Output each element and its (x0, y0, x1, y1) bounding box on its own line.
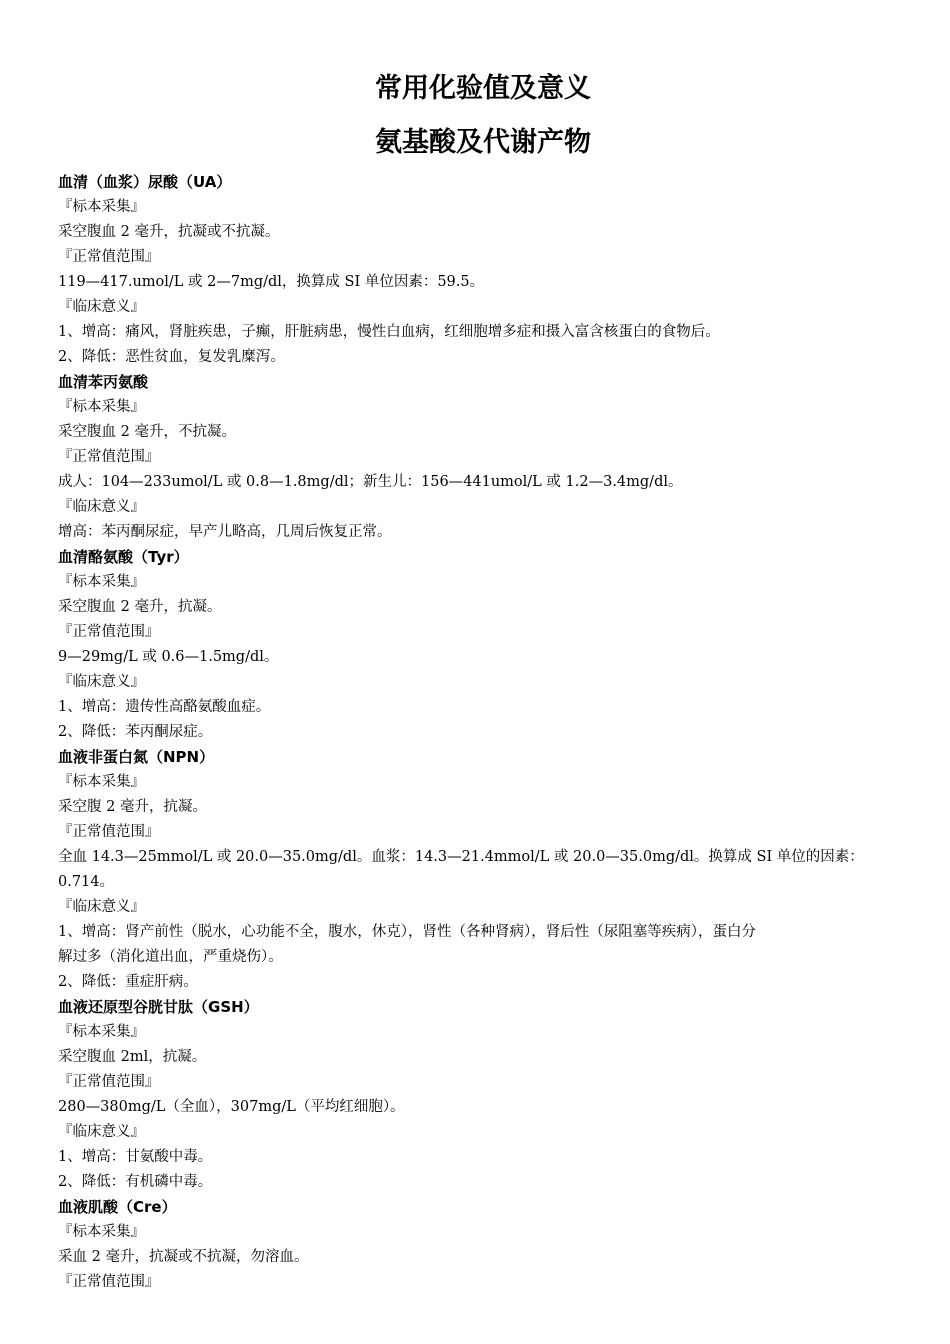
section (58, 370, 908, 545)
sections-container (58, 170, 908, 1295)
specimen-collection-label: 『标本采集』 (58, 1224, 145, 1240)
section-heading: 血液非蛋白氮（NPN） (58, 748, 215, 766)
body-text-line: 1、增高：肾产前性（脱水，心功能不全，腹水，休克），肾性（各种肾病），肾后性（尿阻塞等疾病），蛋白分 (58, 924, 756, 940)
body-text-line: 2、降低：有机磷中毒。 (58, 1174, 213, 1190)
specimen-collection-label: 『标本采集』 (58, 574, 145, 590)
body-text-line: 1、增高：甘氨酸中毒。 (58, 1149, 213, 1165)
specimen-collection-label: 『标本采集』 (58, 774, 145, 790)
body-text-line: 280—380mg/L（全血），307mg/L（平均红细胞）。 (58, 1099, 405, 1115)
section (58, 170, 908, 370)
body-text-line: 采空腹血 2 毫升，不抗凝。 (58, 424, 236, 440)
section (58, 1195, 908, 1295)
body-text-line: 采血 2 毫升，抗凝或不抗凝，勿溶血。 (58, 1249, 309, 1265)
section (58, 745, 908, 995)
body-text-line: 解过多（消化道出血，严重烧伤）。 (58, 949, 283, 965)
document-page (58, 62, 908, 1295)
section-heading: 血清苯丙氨酸 (58, 373, 149, 391)
clinical-significance-label: 『临床意义』 (58, 499, 145, 515)
body-text-line: 全血 14.3—25mmol/L 或 20.0—35.0mg/dl。血浆：14.3—21.4mmol/L 或 20.0—35.0mg/dl。换算成 SI 单位的因素： (58, 849, 864, 865)
body-text-line: 采空腹血 2ml，抗凝。 (58, 1049, 207, 1065)
body-text-line: 2、降低：恶性贫血，复发乳糜泻。 (58, 349, 285, 365)
body-text-line: 2、降低：苯丙酮尿症。 (58, 724, 213, 740)
normal-range-label: 『正常值范围』 (58, 1274, 160, 1290)
section (58, 545, 908, 745)
specimen-collection-label: 『标本采集』 (58, 399, 145, 415)
clinical-significance-label: 『临床意义』 (58, 299, 145, 315)
body-text-line: 1、增高：痛风，肾脏疾患，子癫，肝脏病患，慢性白血病，红细胞增多症和摄入富含核蛋白的食物后。 (58, 324, 720, 340)
clinical-significance-label: 『临床意义』 (58, 1124, 145, 1140)
document-title: 常用化验值及意义 (375, 73, 591, 104)
normal-range-label: 『正常值范围』 (58, 449, 160, 465)
normal-range-label: 『正常值范围』 (58, 624, 160, 640)
section (58, 995, 908, 1195)
clinical-significance-label: 『临床意义』 (58, 899, 145, 915)
specimen-collection-label: 『标本采集』 (58, 1024, 145, 1040)
section-heading: 血清（血浆）尿酸（UA） (58, 173, 232, 191)
document-subtitle: 氨基酸及代谢产物 (375, 127, 591, 158)
clinical-significance-label: 『临床意义』 (58, 674, 145, 690)
section-heading: 血清酪氨酸（Tyr） (58, 548, 189, 566)
body-text-line: 成人：104—233umol/L 或 0.8—1.8mg/dl；新生儿：156—441umol/L 或 1.2—3.4mg/dl。 (58, 474, 683, 490)
normal-range-label: 『正常值范围』 (58, 249, 160, 265)
body-text-line: 采空腹血 2 毫升，抗凝或不抗凝。 (58, 224, 280, 240)
body-text-line: 1、增高：遗传性高酪氨酸血症。 (58, 699, 271, 715)
body-text-line: 119—417.umol/L 或 2—7mg/dl，换算成 SI 单位因素：59.5。 (58, 274, 485, 290)
normal-range-label: 『正常值范围』 (58, 1074, 160, 1090)
body-text-line: 9—29mg/L 或 0.6—1.5mg/dl。 (58, 649, 279, 665)
section-heading: 血液肌酸（Cre） (58, 1198, 177, 1216)
body-text-line: 采空腹 2 毫升，抗凝。 (58, 799, 207, 815)
normal-range-label: 『正常值范围』 (58, 824, 160, 840)
body-text-line: 0.714。 (58, 874, 115, 890)
body-text-line: 增高：苯丙酮尿症，早产儿略高，几周后恢复正常。 (58, 524, 392, 540)
body-text-line: 采空腹血 2 毫升，抗凝。 (58, 599, 222, 615)
specimen-collection-label: 『标本采集』 (58, 199, 145, 215)
section-heading: 血液还原型谷胱甘肽（GSH） (58, 998, 259, 1016)
body-text-line: 2、降低：重症肝病。 (58, 974, 198, 990)
